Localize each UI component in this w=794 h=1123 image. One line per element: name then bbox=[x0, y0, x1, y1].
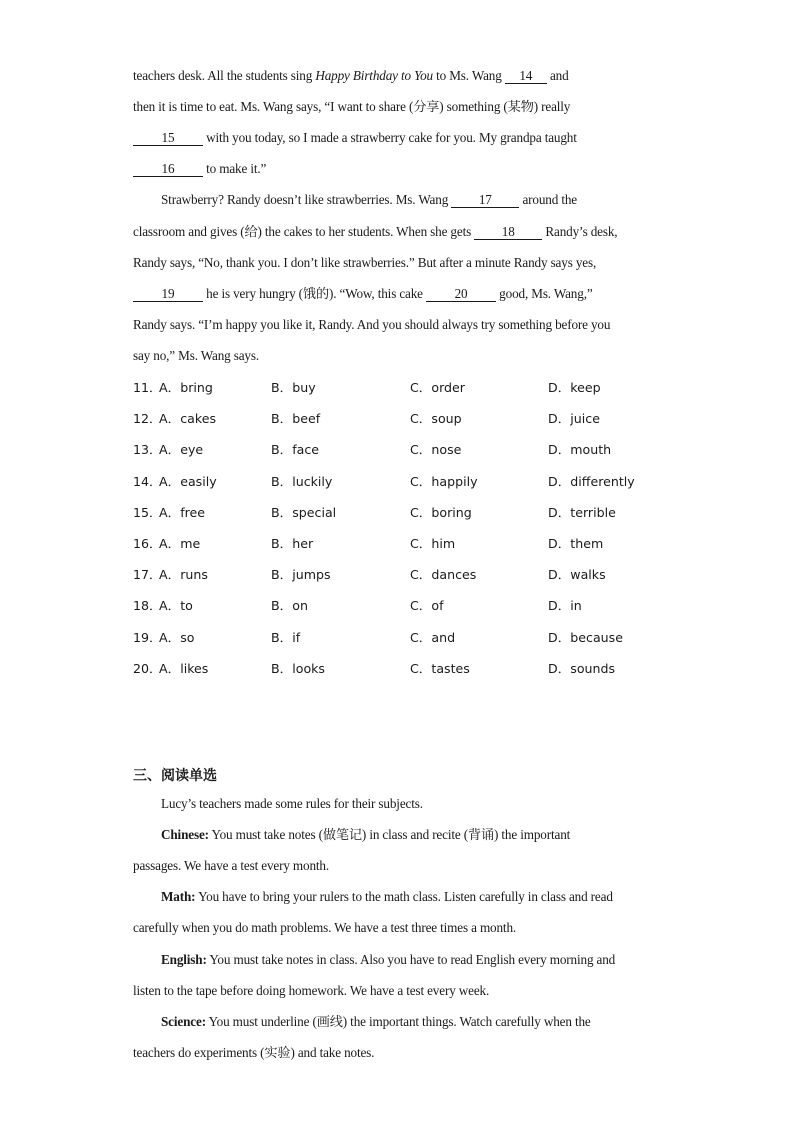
option-c: C．order bbox=[410, 380, 465, 395]
option-a: A．bring bbox=[159, 380, 213, 395]
question-row bbox=[133, 661, 673, 677]
subject-label-math: Math: bbox=[161, 889, 196, 904]
option-d: D．juice bbox=[548, 411, 600, 427]
option-d: D．in bbox=[548, 598, 582, 614]
text: classroom and gives (给) the cakes to her students. When she gets bbox=[133, 224, 475, 239]
text: good, Ms. Wang,” bbox=[496, 286, 593, 301]
passage-line-1 bbox=[133, 68, 663, 84]
text: Strawberry? Randy doesn’t like strawberries. Ms. Wang bbox=[161, 192, 452, 207]
option-d: D．keep bbox=[548, 380, 601, 395]
question-row bbox=[133, 630, 673, 646]
rule-english-line-1 bbox=[161, 952, 691, 968]
option-c: C．happily bbox=[410, 473, 478, 489]
text: and bbox=[546, 68, 569, 83]
option-d: D．differently bbox=[548, 473, 635, 489]
passage-line-8 bbox=[133, 286, 663, 302]
subject-label-chinese: Chinese: bbox=[161, 827, 209, 842]
question-number: 19． bbox=[133, 629, 162, 645]
text: he is very hungry (饿的). “Wow, this cake bbox=[203, 286, 427, 301]
question-number: 13． bbox=[133, 442, 162, 458]
option-a: A．runs bbox=[159, 567, 208, 583]
passage-line-4 bbox=[133, 161, 663, 177]
question-number: 17． bbox=[133, 567, 162, 583]
text: You must take notes (做笔记) in class and recite (背诵) the important bbox=[208, 827, 571, 842]
option-d: D．terrible bbox=[548, 504, 616, 520]
text: with you today, so I made a strawberry cake for you. My grandpa taught bbox=[203, 130, 577, 145]
rule-chinese-line-1 bbox=[161, 827, 691, 843]
reading-intro: Lucy’s teachers made some rules for their subjects. bbox=[161, 796, 423, 811]
blank-20: 20 bbox=[426, 287, 496, 302]
option-a: A．so bbox=[159, 629, 195, 645]
text: around the bbox=[519, 192, 577, 207]
option-d: D．sounds bbox=[548, 660, 616, 676]
question-number: 20． bbox=[133, 660, 162, 676]
option-c: C．nose bbox=[410, 442, 462, 458]
option-a: A．to bbox=[159, 598, 193, 614]
passage-line-7: Randy says, “No, thank you. I don’t like strawberries.” But after a minute Randy says yes, bbox=[133, 255, 597, 270]
blank-18: 18 bbox=[474, 225, 542, 240]
option-b: B．jumps bbox=[271, 567, 331, 583]
option-b: B．face bbox=[271, 442, 320, 458]
text: You must underline (画线) the important things. Watch carefully when the bbox=[205, 1014, 591, 1029]
rule-math-line-2: carefully when you do math problems. We have a test three times a month. bbox=[133, 920, 517, 935]
option-d: D．mouth bbox=[548, 442, 612, 458]
option-d: D．them bbox=[548, 536, 604, 551]
option-b: B．her bbox=[271, 536, 314, 551]
option-b: B．looks bbox=[271, 660, 325, 676]
option-c: C．him bbox=[410, 536, 456, 551]
song-title: Happy Birthday to You bbox=[315, 68, 433, 83]
option-a: A．likes bbox=[159, 660, 209, 676]
rule-english-line-2: listen to the tape before doing homework. We have a test every week. bbox=[133, 983, 490, 998]
subject-label-science: Science: bbox=[161, 1014, 206, 1029]
question-row bbox=[133, 567, 673, 583]
passage-line-2: then it is time to eat. Ms. Wang says, “I want to share (分享) something (某物) really bbox=[133, 99, 571, 114]
text: teachers desk. All the students sing bbox=[133, 68, 316, 83]
text: Randy’s desk, bbox=[542, 224, 618, 239]
passage-line-5 bbox=[161, 192, 691, 208]
question-row bbox=[133, 474, 673, 490]
question-number: 16． bbox=[133, 536, 162, 551]
text: to make it.” bbox=[203, 161, 267, 176]
question-number: 15． bbox=[133, 504, 162, 520]
question-row bbox=[133, 380, 673, 396]
option-d: D．walks bbox=[548, 567, 606, 583]
question-number: 14． bbox=[133, 473, 162, 489]
question-number: 12． bbox=[133, 411, 162, 427]
subject-label-english: English: bbox=[161, 952, 207, 967]
passage-line-6 bbox=[133, 224, 663, 240]
blank-16: 16 bbox=[133, 162, 203, 177]
option-a: A．free bbox=[159, 504, 206, 520]
option-b: B．if bbox=[271, 629, 301, 645]
option-c: C．and bbox=[410, 629, 456, 645]
section-title: 三、阅读单选 bbox=[133, 768, 217, 784]
rule-science-line-2: teachers do experiments (实验) and take notes. bbox=[133, 1045, 375, 1060]
blank-14: 14 bbox=[505, 69, 547, 84]
option-c: C．soup bbox=[410, 411, 462, 427]
option-d: D．because bbox=[548, 629, 623, 645]
rule-science-line-1 bbox=[161, 1014, 691, 1030]
text: You must take notes in class. Also you have to read English every morning and bbox=[206, 952, 616, 967]
option-c: C．of bbox=[410, 598, 444, 614]
question-row bbox=[133, 536, 673, 552]
text: to Ms. Wang bbox=[432, 68, 505, 83]
option-b: B．beef bbox=[271, 411, 321, 427]
passage-line-9: Randy says. “I’m happy you like it, Randy. And you should always try something before you bbox=[133, 317, 611, 332]
question-row bbox=[133, 598, 673, 614]
option-b: B．on bbox=[271, 598, 308, 614]
text: You have to bring your rulers to the math class. Listen carefully in class and read bbox=[195, 889, 613, 904]
option-c: C．dances bbox=[410, 567, 477, 583]
question-number: 18． bbox=[133, 598, 162, 614]
option-a: A．me bbox=[159, 536, 201, 551]
option-c: C．tastes bbox=[410, 660, 470, 676]
blank-19: 19 bbox=[133, 287, 203, 302]
question-number: 11． bbox=[133, 380, 162, 395]
rule-math-line-1 bbox=[161, 889, 691, 905]
question-row bbox=[133, 505, 673, 521]
question-row bbox=[133, 411, 673, 427]
option-b: B．buy bbox=[271, 380, 316, 395]
option-c: C．boring bbox=[410, 504, 472, 520]
blank-15: 15 bbox=[133, 131, 203, 146]
option-a: A．easily bbox=[159, 473, 217, 489]
passage-line-3 bbox=[133, 130, 663, 146]
passage-line-10: say no,” Ms. Wang says. bbox=[133, 348, 260, 363]
option-b: B．special bbox=[271, 504, 337, 520]
rule-chinese-line-2: passages. We have a test every month. bbox=[133, 858, 330, 873]
blank-17: 17 bbox=[451, 193, 519, 208]
option-b: B．luckily bbox=[271, 473, 333, 489]
option-a: A．cakes bbox=[159, 411, 217, 427]
question-row bbox=[133, 442, 673, 458]
option-a: A．eye bbox=[159, 442, 204, 458]
